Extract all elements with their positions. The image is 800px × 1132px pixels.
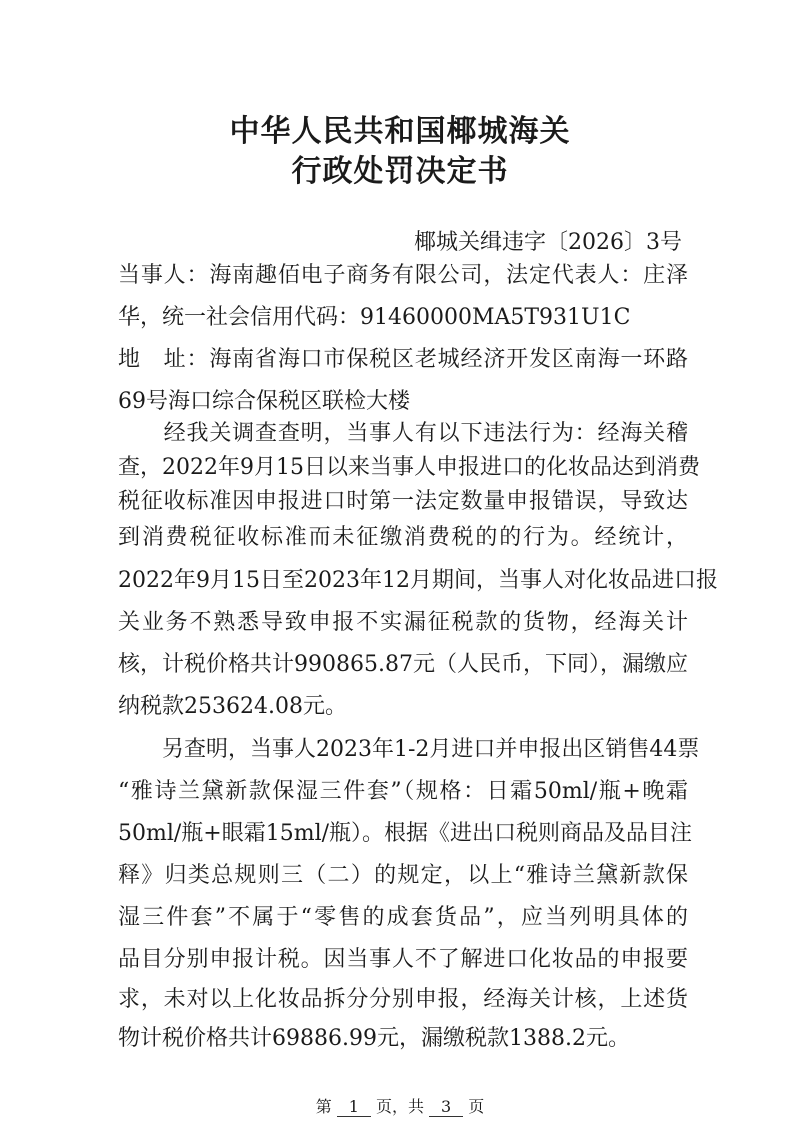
body-line: 另查明，当事人2023年1-2月进口并申报出区销售44票 bbox=[118, 737, 700, 762]
footer-total-pages: 3 bbox=[429, 1097, 463, 1117]
body-line: 华，统一社会信用代码：91460000MA5T931U1C bbox=[118, 305, 631, 330]
body-line: 到消费税征收标准而未征缴消费税的的行为。经统计， bbox=[118, 525, 688, 550]
page-footer bbox=[0, 1094, 800, 1117]
body-line: 关业务不熟悉导致申报不实漏征税款的货物，经海关计 bbox=[118, 610, 688, 635]
footer-prefix: 第 bbox=[315, 1097, 332, 1116]
footer-page-number: 1 bbox=[337, 1097, 371, 1117]
body-line: 地 址：海南省海口市保税区老城经济开发区南海一环路 bbox=[118, 347, 688, 372]
body-line: 核，计税价格共计990865.87元（人民币，下同），漏缴应 bbox=[118, 652, 688, 677]
footer-suffix: 页 bbox=[468, 1097, 485, 1116]
body-line: 释》归类总规则三（二）的规定，以上“雅诗兰黛新款保 bbox=[118, 863, 688, 888]
body-line: 湿三件套”不属于“零售的成套货品”，应当列明具体的 bbox=[118, 905, 688, 930]
body-line: 税征收标准因申报进口时第一法定数量申报错误，导致达 bbox=[118, 489, 688, 514]
document-number: 椰城关缉违字〔2026〕3号 bbox=[414, 230, 682, 255]
body-line: 当事人：海南趣佰电子商务有限公司，法定代表人：庄泽 bbox=[118, 263, 688, 288]
document-title-line-1: 中华人民共和国椰城海关 bbox=[229, 114, 571, 149]
body-line: 求，未对以上化妆品拆分分别申报，经海关计核，上述货 bbox=[118, 987, 688, 1012]
body-line: 69号海口综合保税区联检大楼 bbox=[118, 389, 410, 414]
body-line: 纳税款253624.08元。 bbox=[118, 694, 347, 719]
body-line: 50ml/瓶+眼霜15ml/瓶）。根据《进出口税则商品及品目注 bbox=[118, 821, 693, 846]
body-line: 查，2022年9月15日以来当事人申报进口的化妆品达到消费 bbox=[118, 455, 700, 480]
footer-middle: 页，共 bbox=[375, 1097, 424, 1116]
body-line: 经我关调查查明，当事人有以下违法行为：经海关稽 bbox=[118, 421, 688, 446]
body-line: 物计税价格共计69886.99元，漏缴税款1388.2元。 bbox=[118, 1026, 630, 1051]
body-line: 2022年9月15日至2023年12月期间，当事人对化妆品进口报 bbox=[118, 568, 718, 593]
document-title-line-2: 行政处罚决定书 bbox=[291, 154, 509, 189]
body-line: “雅诗兰黛新款保湿三件套”（规格：日霜50ml/瓶+晚霜 bbox=[118, 779, 688, 804]
body-line: 品目分别申报计税。因当事人不了解进口化妆品的申报要 bbox=[118, 947, 688, 972]
